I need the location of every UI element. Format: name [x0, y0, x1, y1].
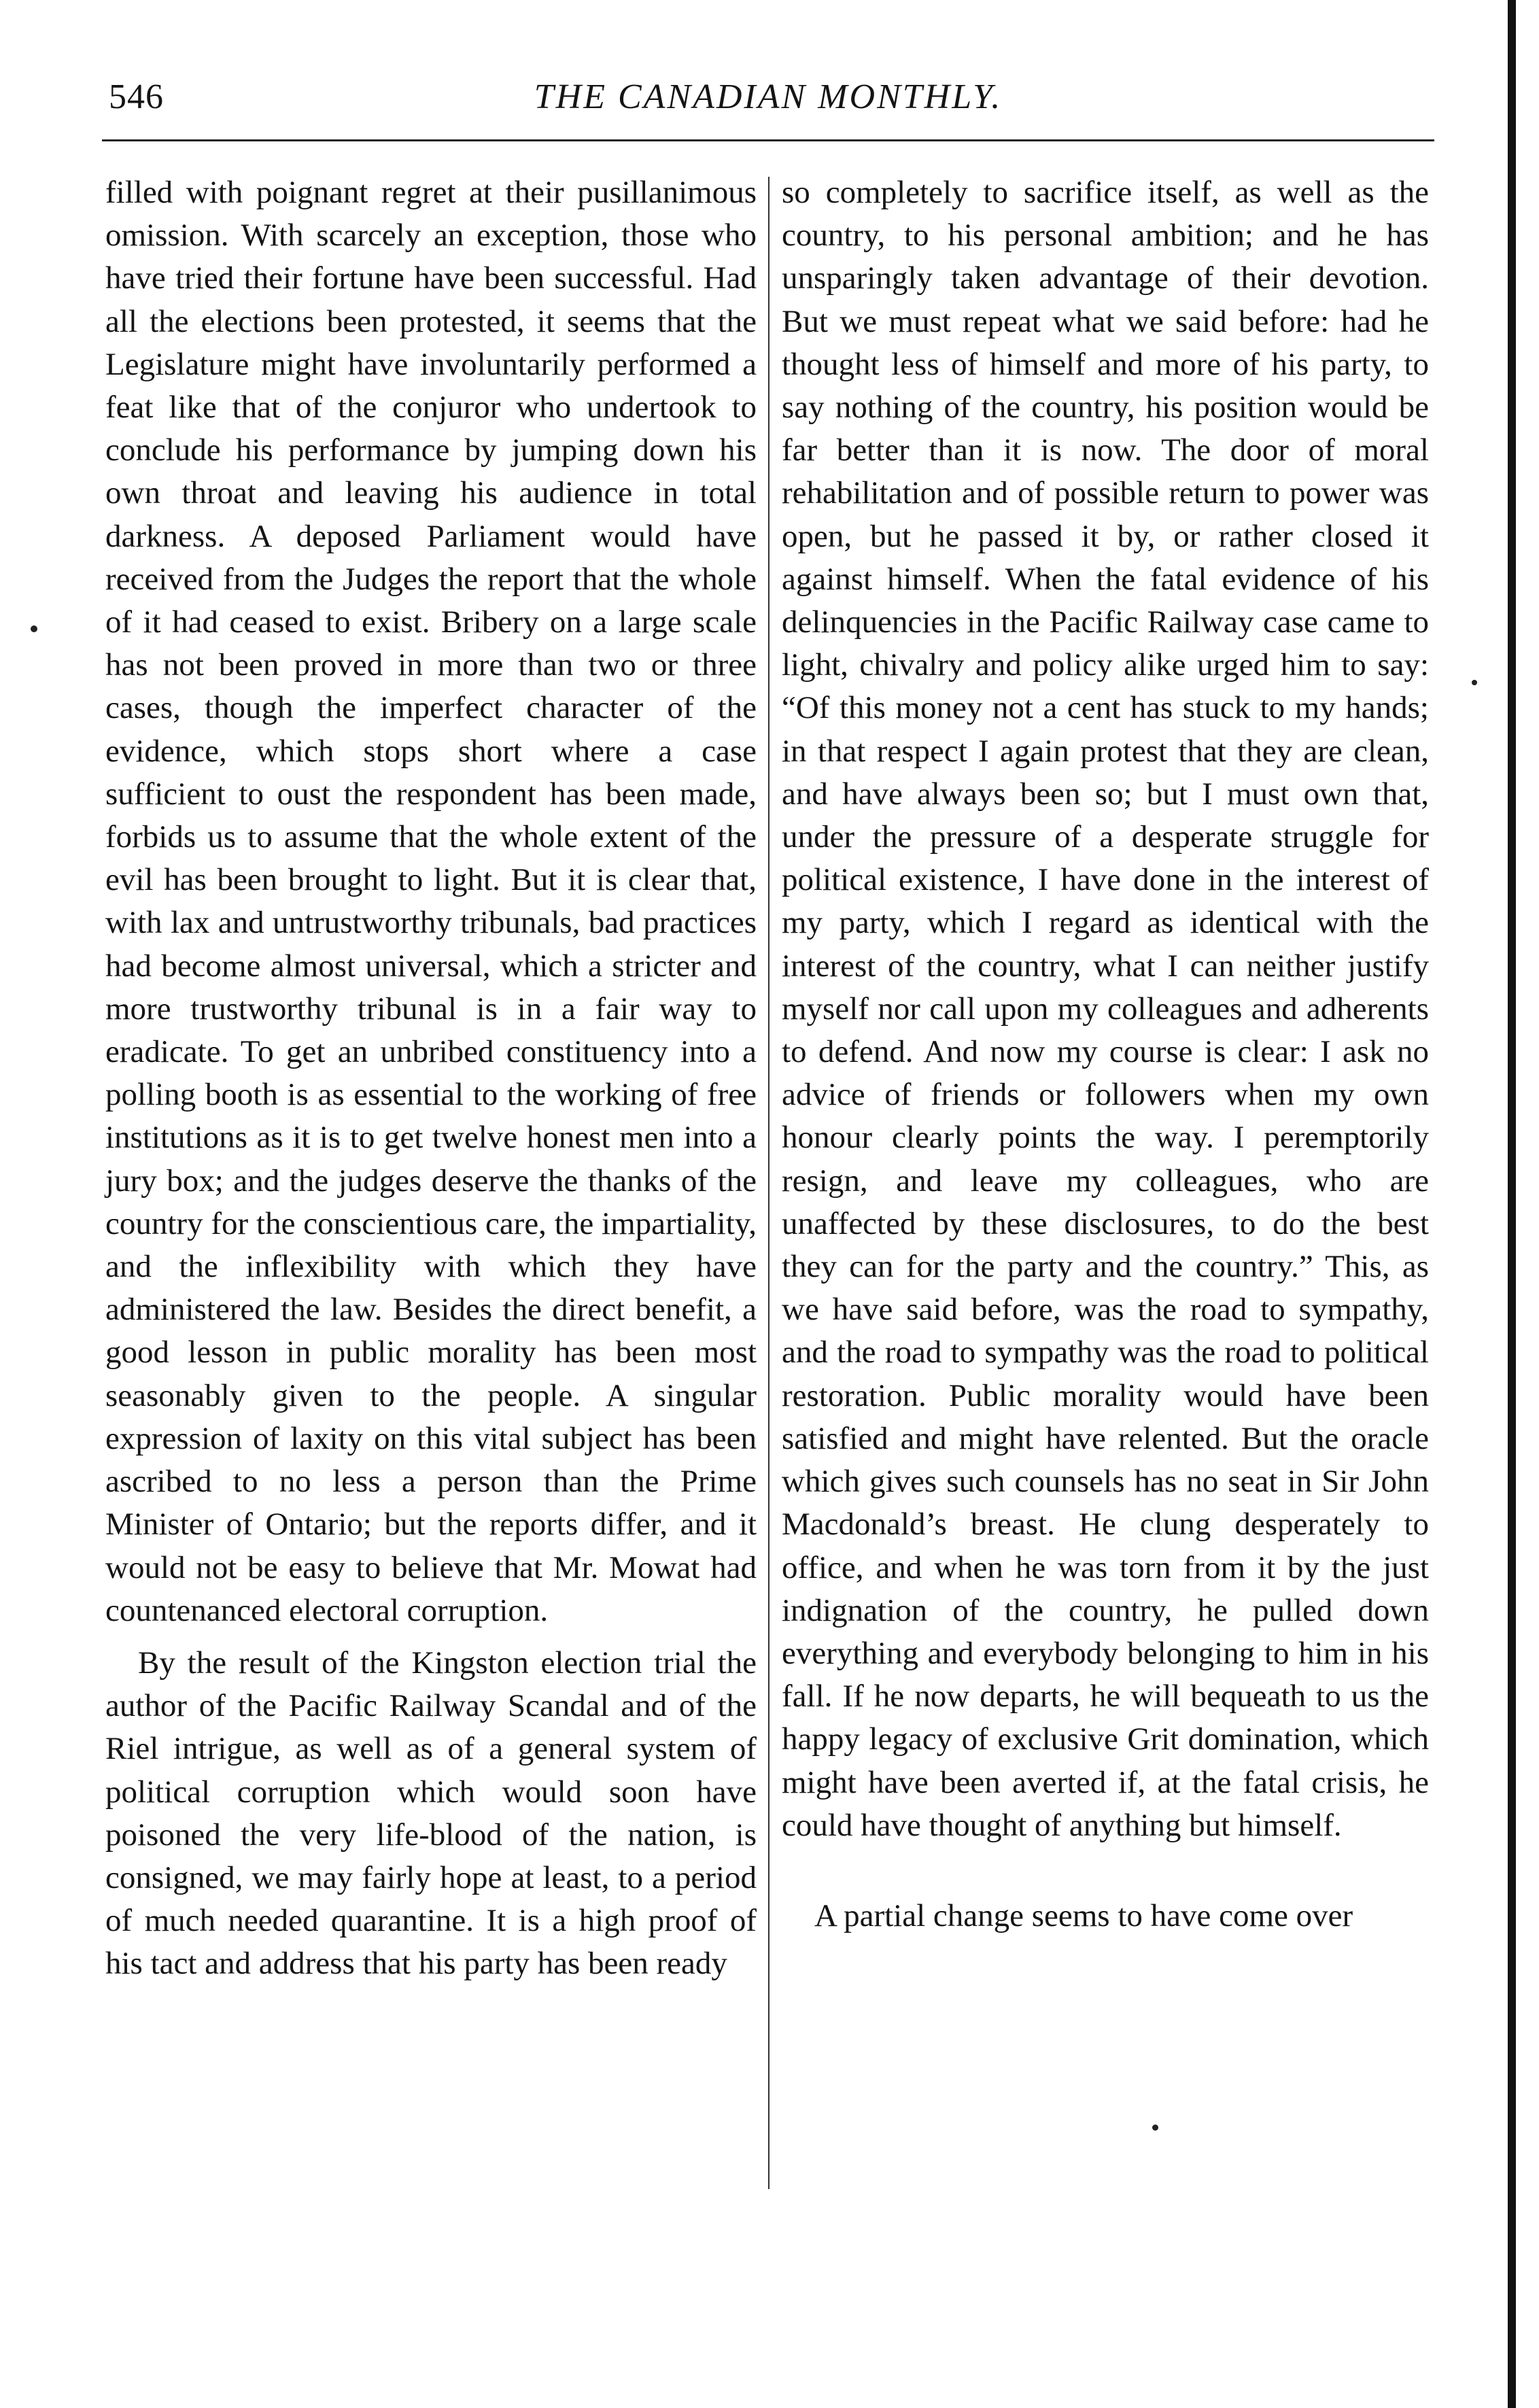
left-column — [105, 171, 757, 1986]
page-number: 546 — [109, 78, 164, 116]
running-header — [109, 65, 1428, 126]
column-divider — [768, 177, 769, 2189]
paragraph: filled with poignant regret at their pusillanimous omission. With scarcely an exception, those who have tried their fortune have been successful. Had all the elections been protested, it seems that the Legislature might have involuntarily performed a feat like that of the conjuror who undertook to conclude his performance by jumping down his own throat and leaving his audience in total darkness. A deposed Parliament would have received from the Judges the report that the whole of it had ceased to exist. Bribery on a large scale has not been proved in more than two or three cases, though the imperfect character of the evidence, which stops short where a case sufficient to oust the respondent has been made, forbids us to assume that the whole extent of the evil has been brought to light. But it is clear that, with lax and untrustworthy tribunals, bad practices had become almost universal, which a stricter and more trustworthy tribunal is in a fair way to eradicate. To get an unbribed constituency into a polling booth is as essential to the working of free institutions as it is to get twelve honest men into a jury box; and the judges deserve the thanks of the country for the conscientious care, the impartiality, and the inflexibility with which they have administered the law. Besides the direct benefit, a good lesson in public morality has been most seasonably given to the people. A singular expression of laxity on this vital subject has been ascribed to no less a person than the Prime Minister of Ontario; but the reports differ, and it would not be easy to believe that Mr. Mowat had countenanced electoral corruption. — [105, 175, 757, 1628]
print-speck — [1152, 2125, 1158, 2131]
page-edge-shadow — [1508, 0, 1516, 2408]
header-rule — [102, 139, 1434, 141]
right-column — [782, 171, 1429, 1938]
print-speck — [31, 625, 37, 632]
running-title: THE CANADIAN MONTHLY. — [534, 78, 1003, 116]
paragraph: so completely to sacrifice itself, as well as the country, to his personal ambition; and he has unsparingly taken advantage of their devotion. But we must repeat what we said before: had he thought less of himself and more of his party, to say nothing of the country, his position would be far better than it is now. The door of moral rehabilitation and of possible return to power was open, but he passed it by, or rather closed it against himself. When the fatal evidence of his delinquencies in the Pacific Railway case came to light, chivalry and policy alike urged him to say: “Of this money not a cent has stuck to my hands; in that respect I again protest that they are clean, and have always been so; but I must own that, under the pressure of a desperate struggle for political existence, I have done in the interest of my party, which I regard as identical with the interest of the country, what I can neither justify myself nor call upon my colleagues and adherents to defend. And now my course is clear: I ask no advice of friends or followers when my own honour clearly points the way. I peremptorily resign, and leave my colleagues, who are unaffected by these disclosures, to do the best they can for the party and the country.” This, as we have said before, was the road to sympathy, and the road to sympathy was the road to political restoration. Public morality would have been satisfied and might have relented. But the oracle which gives such counsels has no seat in Sir John Macdonald’s breast. He clung desperately to office, and when he was torn from it by the just indignation of the country, he pulled down everything and everybody belonging to him in his fall. If he now departs, he will bequeath to us the happy legacy of exclusive Grit domination, which might have been averted if, at the fatal crisis, he could have thought of anything but himself. — [782, 175, 1429, 1843]
print-speck — [1472, 680, 1477, 685]
paragraph: A partial change seems to have come over — [814, 1897, 1353, 1933]
paragraph: By the result of the Kingston election trial the author of the Pacific Railway Scandal and of the Riel intrigue, as well as of a general system of political corruption which would soon have poisoned the very life-blood of the nation, is consigned, we may fairly hope at least, to a period of much needed quarantine. It is a high proof of his tact and address that his party has been ready — [105, 1645, 757, 1982]
